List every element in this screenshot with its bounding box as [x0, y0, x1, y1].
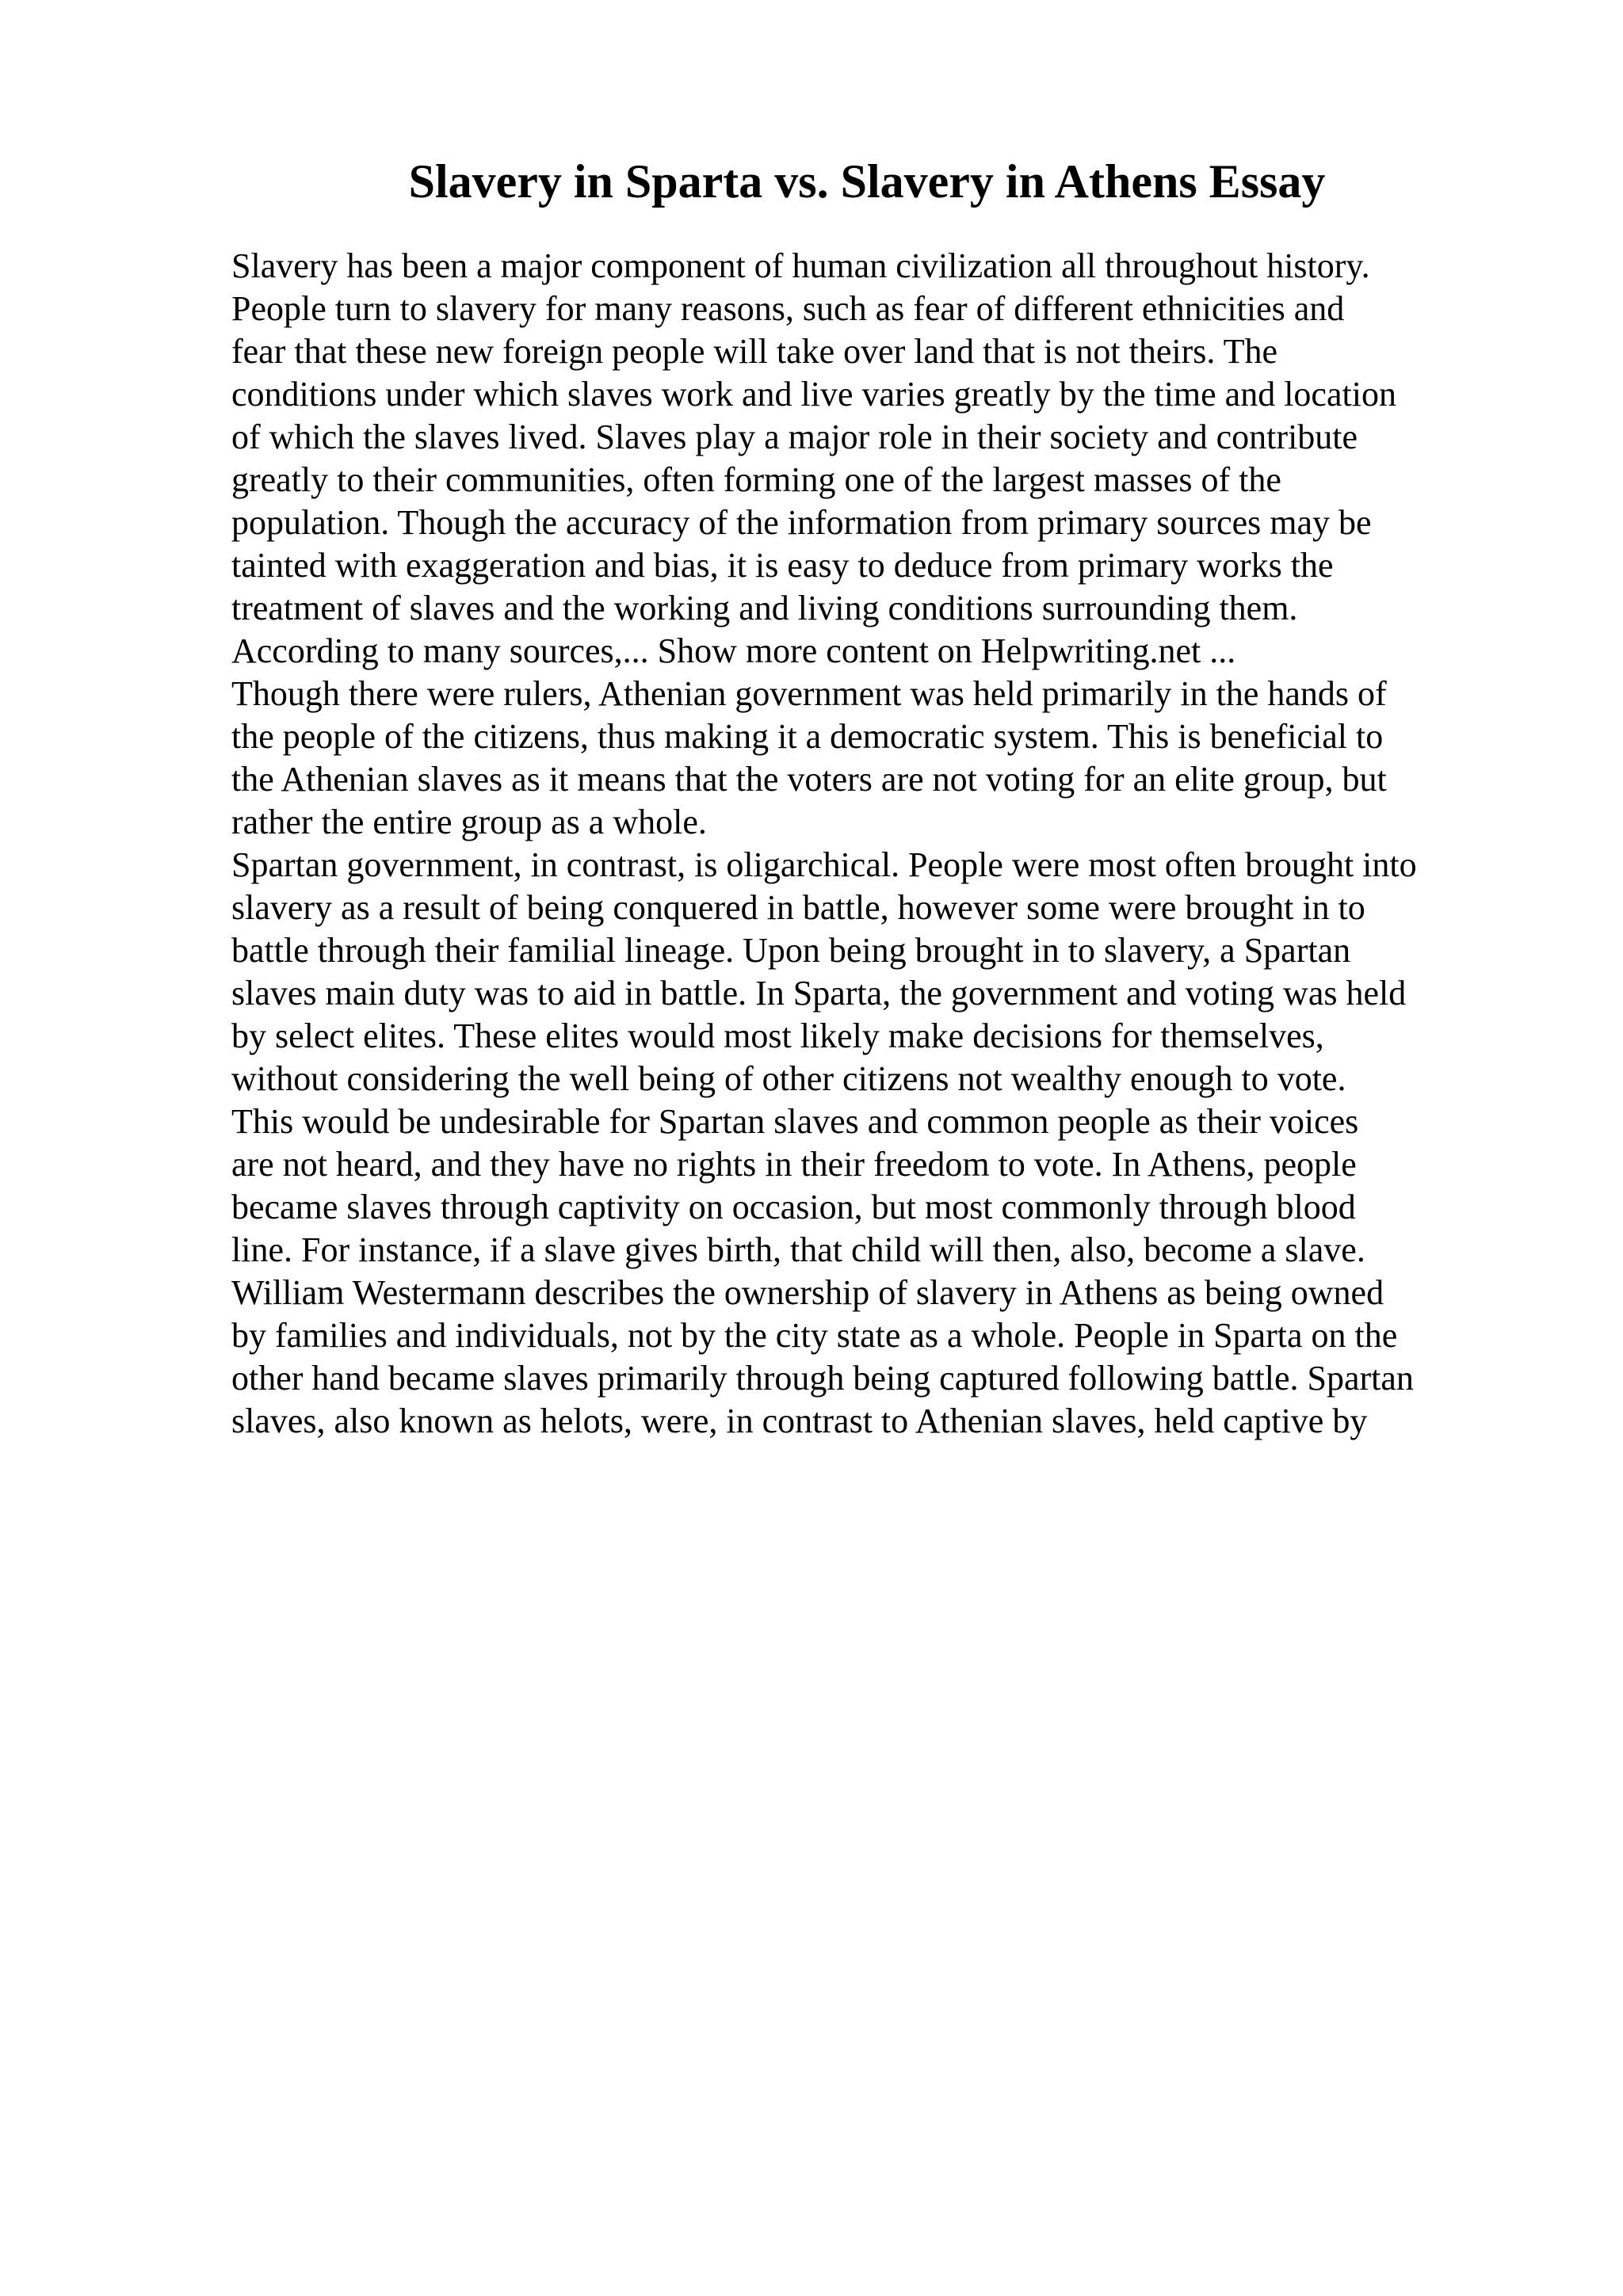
- text-line: by families and individuals, not by the city state as a whole. People in Sparta on the: [231, 1316, 1398, 1355]
- text-line: population. Though the accuracy of the information from primary sources may be: [231, 503, 1372, 542]
- text-line: by select elites. These elites would most likely make decisions for themselves,: [231, 1016, 1324, 1055]
- essay-body: [231, 245, 1594, 1443]
- text-line: treatment of slaves and the working and living conditions surrounding them.: [231, 589, 1298, 627]
- text-line: conditions under which slaves work and live varies greatly by the time and location: [231, 375, 1396, 414]
- text-line: This would be undesirable for Spartan slaves and common people as their voices: [231, 1102, 1359, 1141]
- text-line: William Westermann describes the ownership of slavery in Athens as being owned: [231, 1273, 1384, 1312]
- text-line: of which the slaves lived. Slaves play a major role in their society and contribute: [231, 418, 1358, 456]
- text-line: slaves main duty was to aid in battle. In Sparta, the government and voting was held: [231, 974, 1407, 1013]
- text-line: According to many sources,... Show more content on Helpwriting.net ...: [231, 631, 1236, 670]
- text-line: rather the entire group as a whole.: [231, 803, 707, 841]
- text-line: the people of the citizens, thus making it a democratic system. This is beneficial to: [231, 717, 1384, 756]
- text-line: line. For instance, if a slave gives birth, that child will then, also, become a slave.: [231, 1230, 1365, 1269]
- text-line: became slaves through captivity on occasion, but most commonly through blood: [231, 1188, 1356, 1226]
- text-line: Spartan government, in contrast, is oligarchical. People were most often brought into: [231, 845, 1417, 884]
- text-line: Though there were rulers, Athenian government was held primarily in the hands of: [231, 674, 1387, 713]
- text-line: slavery as a result of being conquered in battle, however some were brought in to: [231, 888, 1365, 927]
- text-line: without considering the well being of other citizens not wealthy enough to vote.: [231, 1059, 1346, 1098]
- text-line: are not heard, and they have no rights in their freedom to vote. In Athens, people: [231, 1145, 1357, 1184]
- text-line: fear that these new foreign people will take over land that is not theirs. The: [231, 332, 1277, 371]
- text-line: People turn to slavery for many reasons, such as fear of different ethnicities and: [231, 289, 1345, 328]
- text-line: Slavery has been a major component of human civilization all throughout history.: [231, 246, 1370, 285]
- text-line: other hand became slaves primarily through being captured following battle. Spartan: [231, 1359, 1414, 1398]
- page-title: Slavery in Sparta vs. Slavery in Athens Essay: [408, 155, 1326, 208]
- text-line: slaves, also known as helots, were, in contrast to Athenian slaves, held captive by: [231, 1402, 1368, 1440]
- text-line: the Athenian slaves as it means that the voters are not voting for an elite group, but: [231, 760, 1387, 799]
- text-line: battle through their familial lineage. Upon being brought in to slavery, a Spartan: [231, 931, 1351, 970]
- text-line: tainted with exaggeration and bias, it is easy to deduce from primary works the: [231, 546, 1334, 585]
- text-line: greatly to their communities, often forming one of the largest masses of the: [231, 460, 1281, 499]
